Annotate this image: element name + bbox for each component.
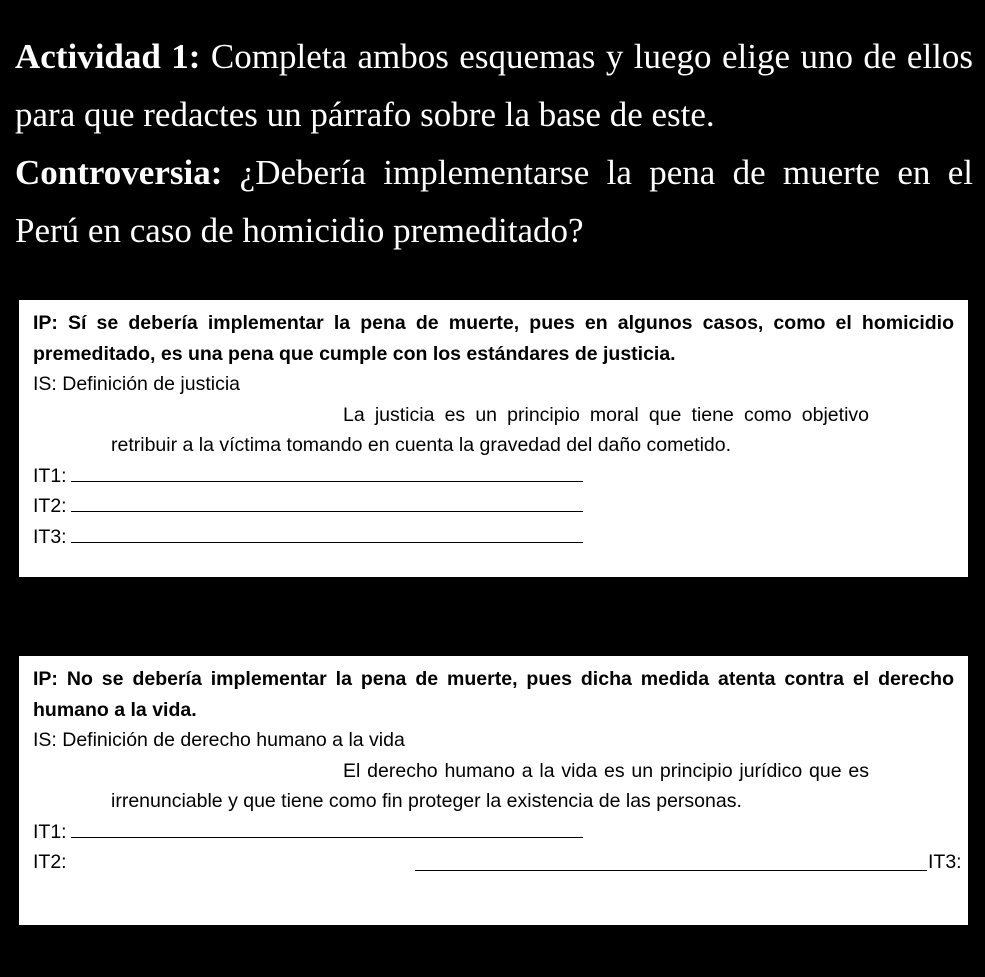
definition-1: La justicia es un principio moral que tiene como objetivo retribuir a la víctima tomando en cuenta la gravedad del daño cometido. [111, 403, 869, 456]
it3-label-2: IT3: [928, 851, 962, 873]
secondary-idea-2: IS: Definición de derecho humano a la vida [33, 729, 405, 751]
definition-2: El derecho humano a la vida es un principio jurídico que es irrenunciable y que tiene como fin proteger la existencia de las personas. [111, 759, 869, 812]
it2-it3-row-2 [33, 847, 962, 878]
it1-label-2: IT1: [33, 820, 67, 843]
activity-text: Completa ambos esquemas y luego elige uno de ellos para que redactes un párrafo sobre la base de este. [15, 37, 974, 134]
it2-row-1 [33, 491, 954, 522]
secondary-idea-1: IS: Definición de justicia [33, 373, 241, 395]
it1-blank-2[interactable] [71, 820, 583, 838]
main-idea-2: IP: No se debería implementar la pena de muerte, pues dicha medida atenta contra el derecho humano a la vida. [33, 668, 954, 721]
controversy-label: Controversia: [15, 153, 223, 192]
it2-label-2: IT2: [33, 851, 67, 873]
it2-blank-1[interactable] [71, 494, 583, 512]
it3-label-1: IT3: [33, 525, 67, 548]
it1-row-2 [33, 817, 954, 848]
it1-blank-1[interactable] [71, 464, 583, 482]
main-idea-1: IP: Sí se debería implementar la pena de muerte, pues en algunos casos, como el homicidio premeditado, es una pena que cumple con los estándares de justicia. [33, 312, 954, 365]
scheme-box-1 [19, 300, 968, 577]
activity-heading [15, 28, 973, 260]
it2-blank-2[interactable] [415, 870, 927, 871]
controversy-text: ¿Debería implementarse la pena de muerte en el Perú en caso de homicidio premeditado? [15, 153, 973, 250]
it1-row-1 [33, 461, 954, 492]
it2-label-1: IT2: [33, 495, 67, 517]
it3-row-1 [33, 522, 954, 553]
it1-label-1: IT1: [33, 464, 67, 487]
it3-blank-1[interactable] [71, 525, 583, 543]
scheme-box-2 [19, 656, 968, 925]
activity-label: Actividad 1: [15, 37, 201, 76]
